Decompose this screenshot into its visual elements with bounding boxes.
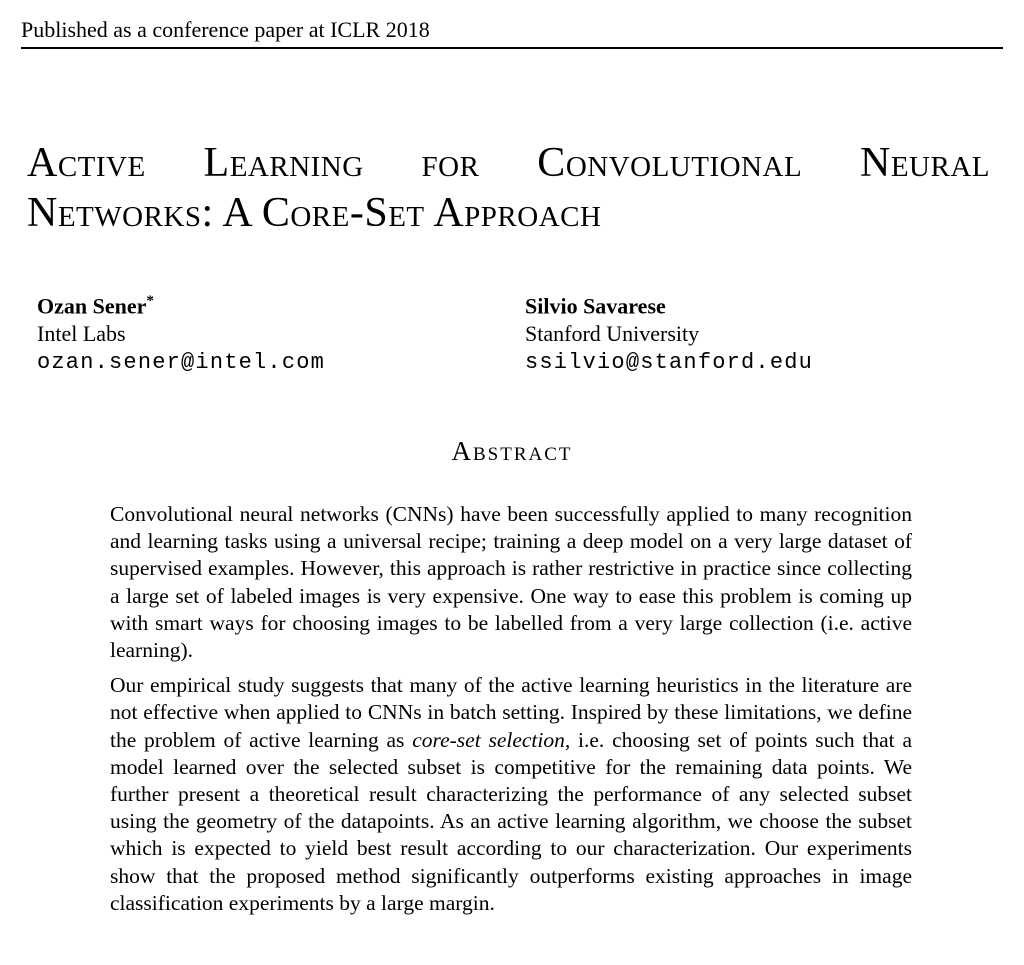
author-list bbox=[37, 287, 1013, 378]
author-name bbox=[37, 287, 525, 320]
author-email: ozan.sener@intel.com bbox=[37, 350, 326, 376]
abstract-body bbox=[110, 501, 912, 917]
publication-note: Published as a conference paper at ICLR 2018 bbox=[21, 17, 430, 42]
author-name-text: Ozan Sener bbox=[37, 293, 147, 319]
header-divider bbox=[21, 47, 1003, 49]
abstract-paragraph-2-emphasis: core-set selection bbox=[412, 727, 565, 752]
abstract-paragraph-1: Convolutional neural networks (CNNs) have been successfully applied to many recognition and learning tasks using a universal recipe; training a deep model on a very large dataset of supervised examples. However, this approach is rather restrictive in practice since collecting a large set of labeled images is very expensive. One way to ease this problem is coming up with smart ways for choosing images to be labelled from a very large collection (i.e. active learning). bbox=[110, 502, 912, 663]
author-footnote-mark: * bbox=[146, 293, 154, 309]
author-affiliation: Stanford University bbox=[525, 321, 700, 347]
paper-title-line-2: Networks: A Core-Set Approach bbox=[27, 190, 602, 236]
author-block-2 bbox=[525, 287, 1013, 378]
abstract-paragraph-2-text: Our empirical study suggests that many of the active learning heuristics in the literature are not effective when applied to CNNs in batch setting. Inspired by these limitations, we define the problem of active learning as bbox=[110, 673, 912, 752]
author-affiliation: Intel Labs bbox=[37, 321, 126, 347]
abstract-heading: Abstract bbox=[451, 436, 573, 466]
author-name bbox=[525, 287, 1013, 320]
abstract-paragraph-2-text-continued: , i.e. choosing set of points such that a model learned over the selected subset is competitive for the remaining data points. We further present a theoretical result characterizing the performance of any selected subset using the geometry of the datapoints. As an active learning algorithm, we choose the subset which is expected to yield best result according to our characterization. Our experiments show that the proposed method significantly outperforms existing approaches in image classification experiments by a large margin. bbox=[110, 727, 912, 915]
author-name-text: Silvio Savarese bbox=[525, 293, 666, 319]
author-email: ssilvio@stanford.edu bbox=[525, 350, 814, 376]
abstract-paragraph-2 bbox=[110, 672, 912, 917]
paper-title-line-1: Active Learning for Convolutional Neural bbox=[27, 140, 990, 186]
author-block-1 bbox=[37, 287, 525, 378]
paper-title bbox=[27, 138, 990, 238]
